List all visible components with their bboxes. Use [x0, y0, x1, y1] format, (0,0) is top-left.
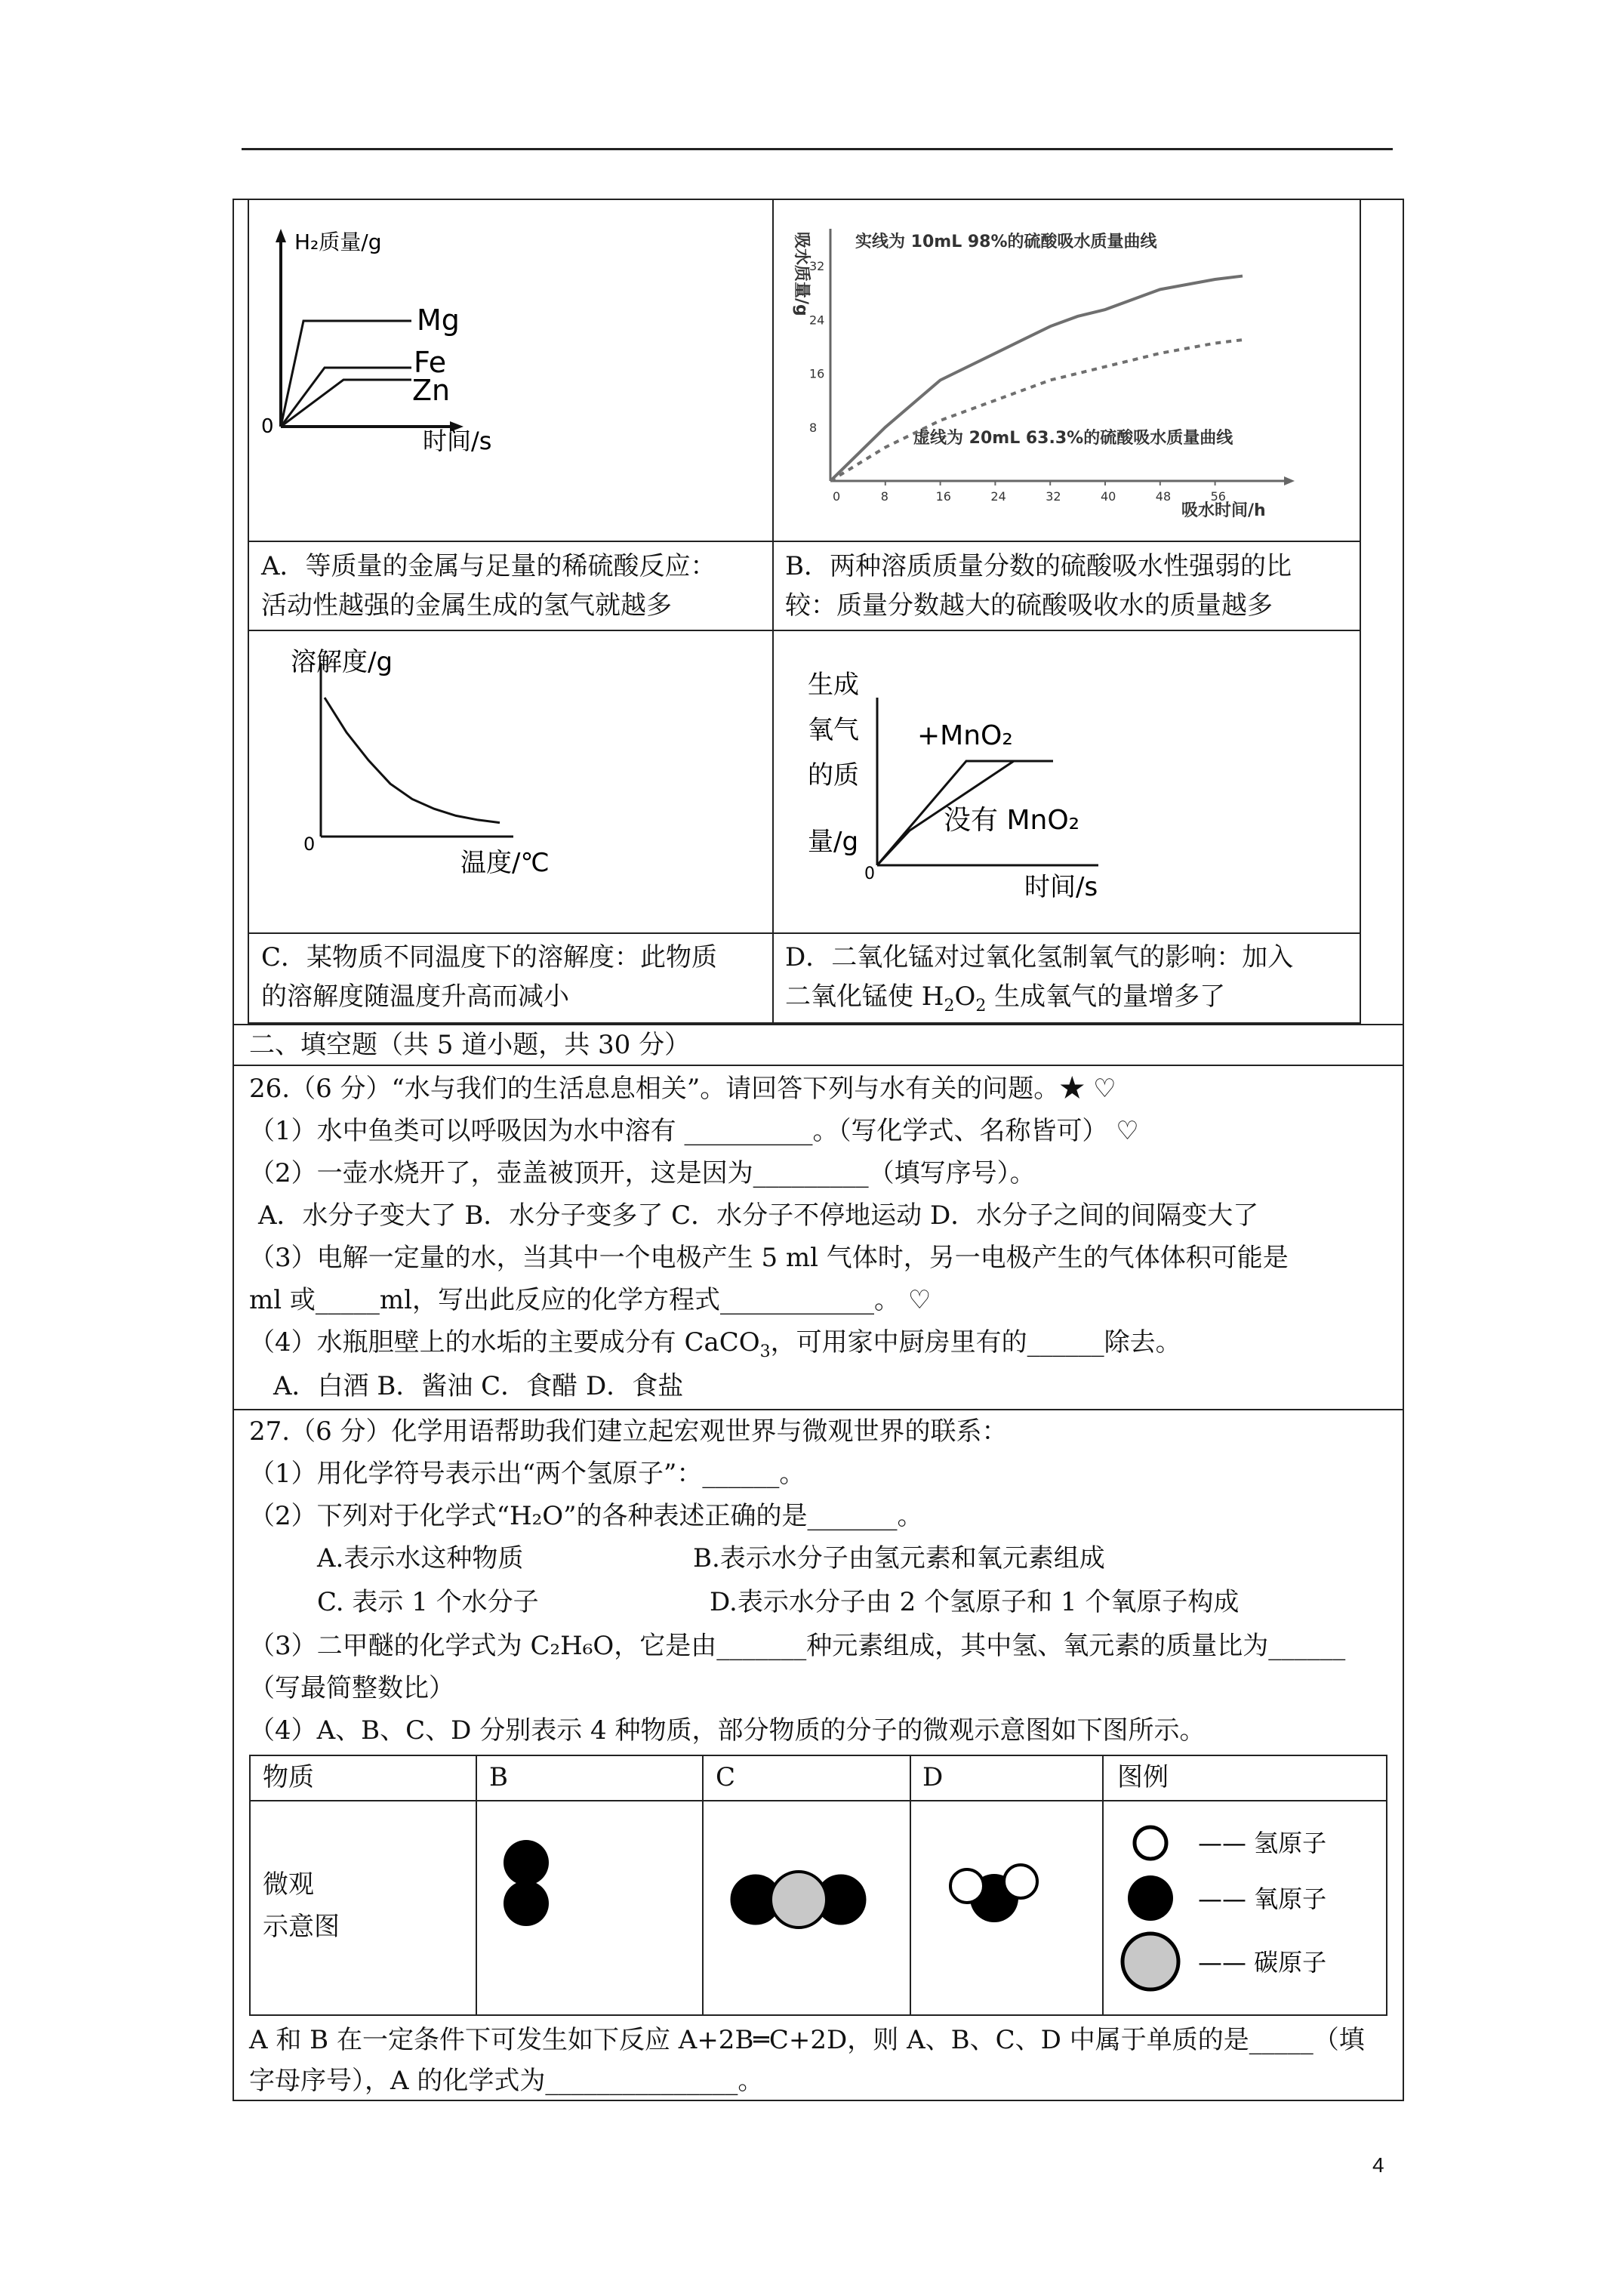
table-header-substance: 物质: [263, 1762, 314, 1792]
molecule-d-diagram: [911, 1801, 1102, 2014]
series-line-zn: [281, 380, 411, 427]
series-label-fe: Fe: [414, 346, 447, 379]
x-tick-label: 32: [1046, 489, 1061, 504]
x-axis-label: 时间/s: [1024, 872, 1098, 902]
row-border: [233, 1065, 1404, 1066]
q27-part5-line: A 和 B 在一定条件下可发生如下反应 A+2B═C+2D，则 A、B、C、D 中属于单质的是_____（填: [249, 2025, 1365, 2055]
q27-part4: （4）A、B、C、D 分别表示 4 种物质，部分物质的分子的微观示意图如下图所示。: [249, 1715, 1206, 1746]
y-tick-label: 16: [809, 366, 825, 381]
series-line-98-percent: [830, 276, 1243, 481]
q26-part2-options: A．水分子变大了 B．水分子变多了 C．水分子不停地运动 D．水分子之间的间隔变大了: [258, 1200, 1259, 1231]
x-tick-label: 40: [1101, 489, 1116, 504]
table-row-label: 微观: [263, 1869, 314, 1900]
caption-a-line: A．等质量的金属与足量的稀硫酸反应：: [261, 551, 716, 581]
y-axis-label-line: 的质: [808, 760, 859, 791]
grid-line: [248, 932, 1361, 934]
q27-part1: （1）用化学符号表示出“两个氢原子”：______。: [249, 1459, 805, 1489]
q26-title: 26.（6 分）“水与我们的生活息息相关”。请回答下列与水有关的问题。★ ♡: [249, 1074, 1116, 1104]
x-tick-label: 56: [1210, 489, 1226, 504]
x-tick-label: 16: [935, 489, 951, 504]
oxygen-atom: [1128, 1875, 1173, 1921]
y-tick-label: 32: [809, 259, 825, 274]
series-label-without-mno2: 没有 MnO₂: [944, 805, 1080, 836]
q27-title: 27.（6 分）化学用语帮助我们建立起宏观世界与微观世界的联系：: [249, 1416, 1008, 1447]
legend-diagram: [1104, 1801, 1386, 2014]
x-axis-label: 时间/s: [423, 427, 492, 455]
series-label-with-mno2: +MnO₂: [917, 720, 1013, 751]
origin-label: 0: [261, 415, 274, 438]
hydrogen-atom: [950, 1869, 984, 1903]
legend-label-carbon: —— 碳原子: [1198, 1948, 1327, 1977]
solubility-curve: [325, 698, 500, 823]
q27-part3-line: （3）二甲醚的化学式为 C₂H₆O，它是由_______种元素组成，其中氢、氧元素的质量比为______: [249, 1631, 1346, 1661]
y-tick-label: 24: [809, 313, 825, 328]
x-tick-label: 8: [880, 489, 888, 504]
q26-part3-line: （3）电解一定量的水，当其中一个电极产生 5 ml 气体时，另一电极产生的气体体积可能是: [249, 1243, 1289, 1273]
molecule-c-diagram: [704, 1801, 910, 2014]
origin-label: 0: [303, 834, 316, 855]
hydrogen-atom: [1004, 1865, 1037, 1898]
caption-b-line: B．两种溶质质量分数的硫酸吸水性强弱的比: [785, 551, 1292, 581]
molecule-b-diagram: [477, 1801, 702, 2014]
q26-part2: （2）一壶水烧开了，壶盖被顶开，这是因为_________（填写序号）。: [249, 1158, 1036, 1188]
table-header-legend: 图例: [1117, 1762, 1169, 1792]
origin-label: 0: [833, 489, 841, 504]
q27-option-d: D.表示水分子由 2 个氢原子和 1 个氧原子构成: [710, 1587, 1240, 1617]
table-row-label: 示意图: [263, 1912, 340, 1942]
chart-sulfuric-acid-absorption: [774, 200, 1359, 540]
carbon-atom: [1123, 1934, 1178, 1989]
q26-part4: （4）水瓶胆壁上的水垢的主要成分有 CaCO$_3$，可用家中厨房里有的______除去。: [249, 1327, 1181, 1361]
oxygen-atom: [504, 1881, 549, 1926]
q27-part5-line: 字母序号），A 的化学式为_______________。: [249, 2066, 764, 2096]
series-line-fe: [281, 368, 411, 427]
oxygen-atom: [504, 1840, 549, 1885]
legend-label-oxygen: —— 氧原子: [1198, 1885, 1327, 1913]
caption-a-line: 活动性越强的金属生成的氢气就越多: [261, 590, 672, 621]
grid-line: [1360, 199, 1361, 1024]
header-rule: [242, 148, 1393, 150]
y-axis-label: 吸水质量/g: [792, 232, 811, 316]
q27-option-b: B.表示水分子由氢元素和氧元素组成: [693, 1543, 1105, 1573]
q27-part3-line: （写最简整数比）: [249, 1673, 454, 1703]
table-header-d: D: [922, 1762, 944, 1792]
carbon-atom: [771, 1872, 827, 1928]
q26-part3-line: ml 或_____ml，写出此反应的化学方程式____________。 ♡: [249, 1285, 932, 1315]
y-axis-label-line: 量/g: [808, 827, 859, 857]
chart-solubility: [249, 631, 771, 932]
origin-label: 0: [864, 864, 875, 883]
x-axis-label: 温度/℃: [460, 848, 550, 878]
table-header-c: C: [716, 1762, 736, 1792]
series-label-zn: Zn: [412, 374, 451, 407]
q27-option-c: C. 表示 1 个水分子: [317, 1587, 539, 1617]
row-border: [233, 1409, 1404, 1410]
dashed-curve-note: 虚线为 20mL 63.3%的硫酸吸水质量曲线: [913, 429, 1233, 448]
table-header-b: B: [489, 1762, 508, 1792]
legend-label-hydrogen: —— 氢原子: [1198, 1829, 1327, 1857]
caption-d-line: 二氧化锰使 $H_2O_2$ 生成氧气的量增多了: [785, 982, 1226, 1015]
grid-line: [248, 541, 1361, 542]
section-heading: 二、填空题（共 5 道小题，共 30 分）: [249, 1030, 691, 1060]
q27-part2: （2）下列对于化学式“H₂O”的各种表述正确的是_______。: [249, 1501, 923, 1531]
y-tick-label: 8: [809, 420, 818, 435]
y-axis-label: 溶解度/g: [291, 647, 393, 677]
page-number: 4: [1372, 2153, 1384, 2177]
q26-part1: （1）水中鱼类可以呼吸因为水中溶有 __________。（写化学式、名称皆可） ♡: [249, 1116, 1139, 1146]
y-axis-label-line: 生成: [808, 670, 859, 700]
caption-c-line: 的溶解度随温度升高而减小: [261, 982, 569, 1012]
caption-d-line: D．二氧化锰对过氧化氢制氧气的影响：加入: [785, 942, 1294, 972]
x-tick-label: 24: [990, 489, 1006, 504]
caption-c-line: C．某物质不同温度下的溶解度：此物质: [261, 942, 718, 972]
series-label-mg: Mg: [417, 304, 460, 337]
caption-b-line: 较：质量分数越大的硫酸吸收水的质量越多: [785, 590, 1273, 621]
x-tick-label: 48: [1155, 489, 1172, 504]
series-line-63-percent: [830, 340, 1243, 481]
y-axis-label: H₂质量/g: [294, 230, 382, 254]
solid-curve-note: 实线为 10mL 98%的硫酸吸水质量曲线: [855, 233, 1157, 251]
x-axis-label: 吸水时间/h: [1181, 501, 1266, 520]
y-axis-label-line: 氧气: [808, 715, 859, 745]
chart-mno2-oxygen: [774, 631, 1359, 932]
q27-option-a: A.表示水这种物质: [317, 1543, 524, 1573]
q26-part4-options: A．白酒 B．酱油 C．食醋 D．食盐: [273, 1371, 684, 1401]
chart-metal-hydrogen: [249, 200, 771, 540]
hydrogen-atom: [1135, 1827, 1166, 1859]
